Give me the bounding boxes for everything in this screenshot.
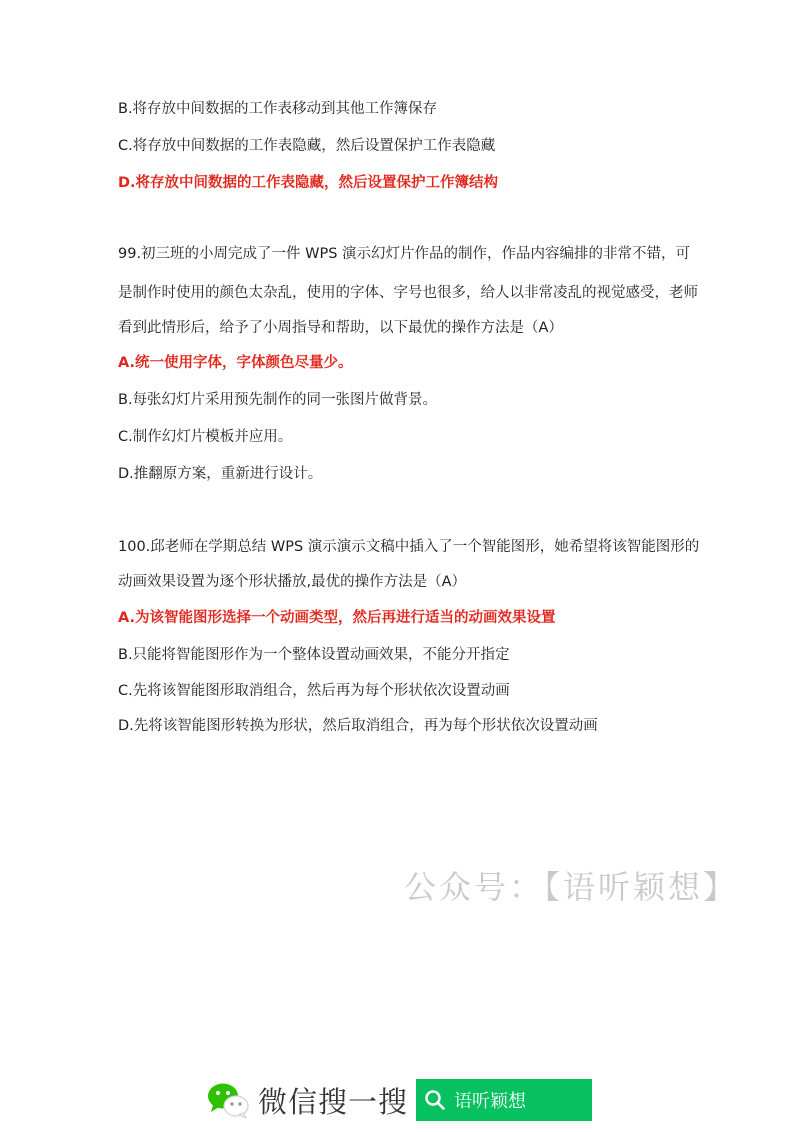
q98-option-d-answer: D.将存放中间数据的工作表隐藏，然后设置保护工作簿结构 <box>118 175 499 191</box>
q98-option-b: B.将存放中间数据的工作表移动到其他工作簿保存 <box>118 101 438 117</box>
q99-stem-line-2: 是制作时使用的颜色太杂乱，使用的字体、字号也很多，给人以非常凌乱的视觉感受，老师 <box>118 285 698 301</box>
search-icon <box>424 1089 446 1111</box>
search-button[interactable] <box>416 1079 592 1121</box>
watermark: 公众号：【语听颖想】 <box>404 868 739 906</box>
q100-option-c: C.先将该智能图形取消组合，然后再为每个形状依次设置动画 <box>118 683 510 699</box>
q100-stem-line-2: 动画效果设置为逐个形状播放,最优的操作方法是（A） <box>118 574 467 590</box>
wechat-search-label: 微信搜一搜 <box>258 1084 409 1119</box>
wechat-search-banner <box>204 1079 592 1121</box>
q100-stem-line-1: 100.邱老师在学期总结 WPS 演示演示文稿中插入了一个智能图形，她希望将该智能图形的 <box>118 539 700 555</box>
search-term: 语听颖想 <box>454 1091 527 1112</box>
q99-option-c: C.制作幻灯片模板并应用。 <box>118 429 293 445</box>
q100-option-b: B.只能将智能图形作为一个整体设置动画效果，不能分开指定 <box>118 647 510 663</box>
q99-option-d: D.推翻原方案，重新进行设计。 <box>118 466 323 482</box>
q99-option-a-answer: A.统一使用字体，字体颜色尽量少。 <box>118 355 353 371</box>
q100-option-a-answer: A.为该智能图形选择一个动画类型，然后再进行适当的动画效果设置 <box>118 610 556 626</box>
wechat-icon <box>204 1079 252 1121</box>
q99-stem-line-1: 99.初三班的小周完成了一件 WPS 演示幻灯片作品的制作，作品内容编排的非常不错，可 <box>118 246 691 262</box>
q98-option-c: C.将存放中间数据的工作表隐藏，然后设置保护工作表隐藏 <box>118 138 496 154</box>
q99-stem-line-3: 看到此情形后，给予了小周指导和帮助，以下最优的操作方法是（A） <box>118 320 563 336</box>
q100-option-d: D.先将该智能图形转换为形状，然后取消组合，再为每个形状依次设置动画 <box>118 718 598 734</box>
q99-option-b: B.每张幻灯片采用预先制作的同一张图片做背景。 <box>118 392 438 408</box>
